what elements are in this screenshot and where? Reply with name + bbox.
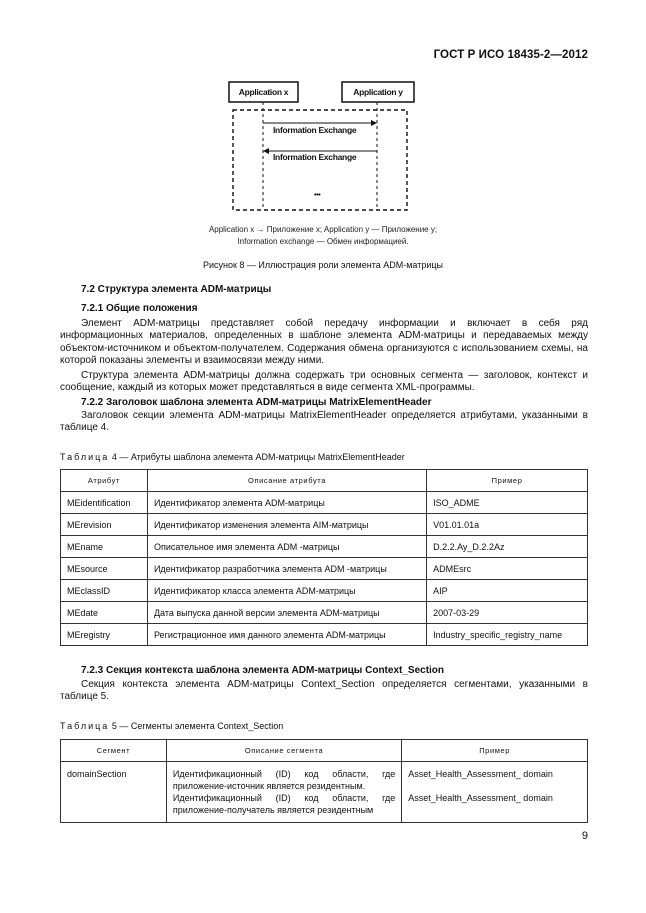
- cell-description: Идентификатор элемента ADM-матрицы: [147, 492, 426, 514]
- arrow-bottom-head: [263, 148, 269, 154]
- paragraph-7-2-1-a: Элемент ADM-матрицы представляет собой передачу информации и включает в себя ряд информационных материалов, определенных в шаблоне элемента ADM-матрицы и передаваемых между объектом-источником и объектом-получателем. Содержания обмена организуются с использованием схемы, на которой показаны элементы и взаимосвязи между ними.: [60, 318, 588, 367]
- ellipsis: •••: [314, 192, 321, 199]
- description-source: Идентификационный (ID) код области, где приложение-источник является резидентным.: [172, 769, 396, 791]
- paragraph-7-2-1-b: Структура элемента ADM-матрицы должна содержать три основных сегмента — заголовок, контекст и сообщение, каждый из которых может представляться в виде сегмента XML-программы.: [60, 370, 588, 394]
- cell-description: Идентификатор изменения элемента AIM-матрицы: [147, 514, 426, 536]
- arrow-top-head: [371, 120, 377, 126]
- cell-example: V01.01.01a: [427, 514, 588, 536]
- figure-legend: [150, 224, 496, 247]
- description-target: Идентификационный (ID) код области, где приложение-получатель является резидентным: [172, 793, 396, 815]
- table-4: [60, 469, 588, 646]
- paragraph-7-2-3: Секция контекста элемента ADM-матрицы Context_Section определяется сегментами, указанными в таблице 5.: [60, 679, 588, 703]
- section-7-2-heading: 7.2 Структура элемента ADM-матрицы: [81, 284, 272, 295]
- table-header-row: [61, 470, 588, 492]
- table-4-caption: [60, 452, 405, 462]
- arrow-top-label: Information Exchange: [273, 125, 357, 135]
- table-row: [61, 602, 588, 624]
- cell-attribute: MEname: [61, 536, 148, 558]
- example-source: Asset_Health_Assessment_ domain: [408, 769, 553, 779]
- page-number: 9: [581, 830, 588, 842]
- cell-attribute: MEclassID: [61, 580, 148, 602]
- header-example: Пример: [427, 470, 588, 492]
- figure-8-diagram: [225, 80, 415, 215]
- cell-attribute: MErevision: [61, 514, 148, 536]
- header-example: Пример: [402, 740, 588, 762]
- table-5: [60, 739, 588, 823]
- table-row: [61, 558, 588, 580]
- header-attribute: Атрибут: [61, 470, 148, 492]
- table-row: [61, 624, 588, 646]
- table-5-caption-text: 5 — Сегменты элемента Context_Section: [111, 721, 284, 731]
- cell-attribute: MEidentification: [61, 492, 148, 514]
- application-x-label: Application x: [238, 87, 289, 97]
- cell-attribute: MEregistry: [61, 624, 148, 646]
- cell-example: ADMEsrc: [427, 558, 588, 580]
- table-row: [61, 580, 588, 602]
- cell-attribute: MEsource: [61, 558, 148, 580]
- cell-example: [402, 762, 588, 823]
- section-7-2-1-heading: 7.2.1 Общие положения: [81, 303, 198, 314]
- cell-attribute: MEdate: [61, 602, 148, 624]
- header-segment-description: Описание сегмента: [166, 740, 401, 762]
- figure-caption: Рисунок 8 — Иллюстрация роли элемента ADM-матрицы: [202, 260, 444, 270]
- legend-line-1: Application x → Приложение x; Application y — Приложение y;: [208, 225, 438, 234]
- table-header-row: [61, 740, 588, 762]
- cell-description: Дата выпуска данной версии элемента ADM-матрицы: [147, 602, 426, 624]
- cell-description: Идентификатор разработчика элемента ADM -матрицы: [147, 558, 426, 580]
- table-row: [61, 536, 588, 558]
- table-row: [61, 762, 588, 823]
- cell-description: Описательное имя элемента ADM -матрицы: [147, 536, 426, 558]
- document-code: ГОСТ Р ИСО 18435-2—2012: [433, 49, 588, 61]
- table-4-caption-prefix: Таблица: [60, 452, 110, 462]
- table-4-caption-text: 4 — Атрибуты шаблона элемента ADM-матрицы MatrixElementHeader: [111, 452, 405, 462]
- cell-segment-description: [166, 762, 401, 823]
- cell-example: 2007-03-29: [427, 602, 588, 624]
- table-5-caption-prefix: Таблица: [60, 721, 110, 731]
- cell-example: D.2.2.Ay_D.2.2Az: [427, 536, 588, 558]
- cell-segment: domainSection: [61, 762, 167, 823]
- cell-description: Идентификатор класса элемента ADM-матрицы: [147, 580, 426, 602]
- arrow-bottom-label: Information Exchange: [273, 152, 357, 162]
- paragraph-7-2-2: Заголовок секции элемента ADM-матрицы MatrixElementHeader определяется атрибутами, указанными в таблице 4.: [60, 410, 588, 434]
- section-7-2-2-heading: 7.2.2 Заголовок шаблона элемента ADM-матрицы MatrixElementHeader: [81, 397, 432, 408]
- cell-description: Регистрационное имя данного элемента ADM-матрицы: [147, 624, 426, 646]
- legend-line-2: Information exchange — Обмен информацией.: [237, 236, 409, 246]
- table-5-caption: [60, 721, 283, 731]
- table-row: [61, 492, 588, 514]
- header-description: Описание атрибута: [147, 470, 426, 492]
- section-7-2-3-heading: 7.2.3 Секция контекста шаблона элемента ADM-матрицы Context_Section: [81, 665, 445, 676]
- cell-example: ISO_ADME: [427, 492, 588, 514]
- header-segment: Сегмент: [61, 740, 167, 762]
- cell-example: AIP: [427, 580, 588, 602]
- table-row: [61, 514, 588, 536]
- cell-example: Industry_specific_registry_name: [427, 624, 588, 646]
- example-target: Asset_Health_Assessment_ domain: [408, 793, 553, 803]
- application-y-label: Application y: [353, 87, 403, 97]
